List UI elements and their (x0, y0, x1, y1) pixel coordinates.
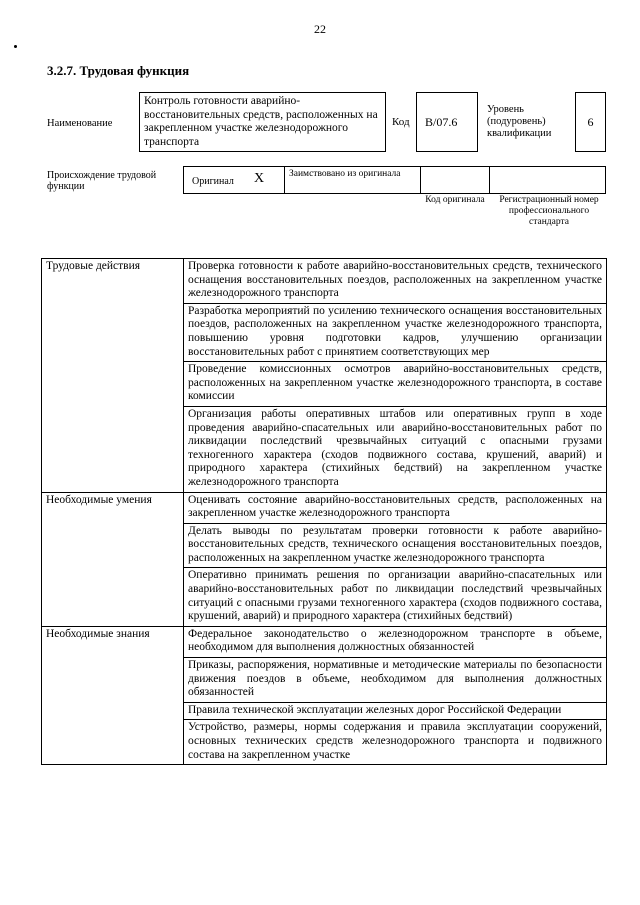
code-value: В/07.6 (425, 115, 458, 129)
section-item: Делать выводы по результатам проверки готовности к работе аварийно-восстановительных средств, технического оснащения восстановительных поездов, расположенных на закрепленном участке железнодорожного транспорта (184, 523, 607, 568)
code-label: Код (392, 116, 410, 128)
section-item: Правила технической эксплуатации железных дорог Российской Федерации (184, 702, 607, 720)
section-item: Разработка мероприятий по усилению технического оснащения восстановительных поездов, расположенных на закрепленном участке железнодорожного транспорта, повышению уровня подготовки кадров, улучшению организации восстановительных работ с принятием соответствующих мер (184, 303, 607, 361)
section-label: Трудовые действия (42, 259, 184, 493)
level-value: 6 (587, 115, 594, 129)
section-item: Приказы, распоряжения, нормативные и методические материалы по безопасности движения поездов в объеме, необходимом для выполнения должностных обязанностей (184, 658, 607, 703)
section-item: Организация работы оперативных штабов или оперативных групп в ходе проведения аварийно-спасательных или аварийно-восстановительных работ по ликвидации последствий чрезвычайных ситуаций с опасными грузами техногенного характера (сходов подвижного состава, крушений, аварий) и природного характера (стихийных бедствий) на закрепленном участке железнодорожного транспорта (184, 406, 607, 492)
table-row (42, 492, 607, 523)
section-item: Проверка готовности к работе аварийно-восстановительных средств, технического оснащения восстановительных поездов, расположенных на закрепленном участке железнодорожного транспорта (184, 259, 607, 304)
level-box (575, 92, 606, 152)
code-box (416, 92, 478, 152)
section-item: Устройство, размеры, нормы содержания и правила эксплуатации сооружений, основных технических средств железнодорожного транспорта и подвижного состава на закрепленном участке (184, 720, 607, 765)
level-label: Уровень (подуровень) квалификации (487, 104, 552, 139)
origin-label: Происхождение трудовой функции (47, 170, 157, 192)
reg-caption: Регистрационный номер профессионального стандарта (499, 195, 599, 227)
scan-dot (14, 45, 17, 48)
reg-number-cell (489, 166, 606, 194)
table-row (42, 626, 607, 657)
borrowed-cell (284, 166, 421, 194)
section-item: Федеральное законодательство о железнодорожном транспорте в объеме, необходимом для выполнения должностных обязанностей (184, 626, 607, 657)
page-number: 22 (314, 22, 326, 36)
section-label: Необходимые знания (42, 626, 184, 764)
function-name-value: Контроль готовности аварийно-восстановительных средств, расположенных на закрепленном участке железнодорожного транспорта (144, 95, 378, 148)
section-item: Проведение комиссионных осмотров аварийно-восстановительных средств, расположенных на закрепленном участке железнодорожного транспорта, в составе комиссии (184, 362, 607, 407)
original-label: Оригинал (192, 176, 234, 187)
name-label: Наименование (47, 118, 113, 129)
original-mark: X (254, 171, 265, 186)
origin-code-cell (420, 166, 490, 194)
borrowed-label: Заимствовано из оригинала (289, 169, 401, 179)
section-label: Необходимые умения (42, 492, 184, 626)
origin-row (183, 166, 606, 194)
code-caption: Код оригинала (425, 195, 485, 205)
section-item: Оперативно принимать решения по организации аварийно-спасательных или аварийно-восстановительных работ по ликвидации последствий чрезвычайных ситуаций с опасными грузами техногенного характера (сходов подвижного состава, крушений, аварий) и природного характера (стихийных бедствий) (184, 568, 607, 626)
table-row (42, 259, 607, 304)
function-name-box (139, 92, 386, 152)
section-item: Оценивать состояние аварийно-восстановительных средств, расположенных на закрепленном участке железнодорожного транспорта (184, 492, 607, 523)
section-title: 3.2.7. Трудовая функция (47, 63, 190, 78)
original-cell (183, 166, 285, 194)
function-table (41, 258, 607, 765)
